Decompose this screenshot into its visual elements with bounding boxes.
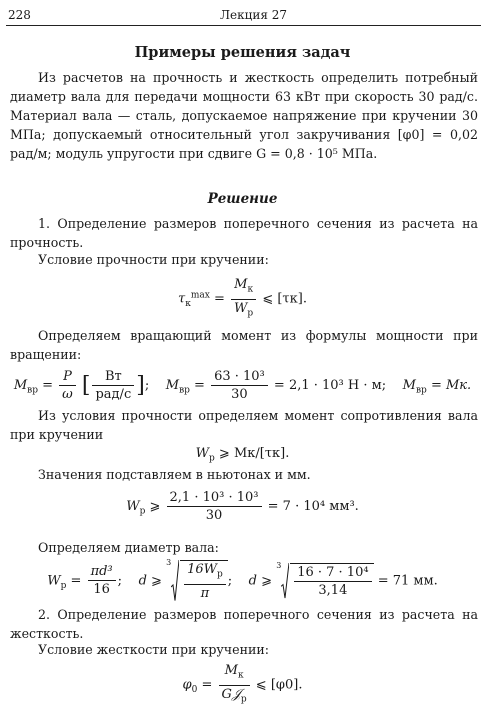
wp-symbol: W bbox=[126, 499, 140, 514]
m-vr-symbol: M bbox=[13, 378, 28, 393]
root2-denominator: 3,14 bbox=[318, 582, 348, 598]
page-number: 228 bbox=[8, 8, 31, 22]
semicolon: ; bbox=[227, 573, 233, 589]
phi-symbol: φ bbox=[182, 677, 192, 693]
diameter-intro-text: Определяем диаметр вала: bbox=[38, 540, 219, 555]
equals-sign: = bbox=[42, 378, 53, 393]
jp-subscript: p bbox=[240, 694, 247, 705]
wp-condition-rhs: Mк/[τк]. bbox=[233, 446, 290, 461]
ge-sign: ⩾ bbox=[261, 573, 273, 589]
sixteen: 16 bbox=[93, 582, 110, 598]
vr-subscript: вр bbox=[415, 385, 427, 396]
strength-formula bbox=[0, 276, 485, 322]
wp-subscript: p bbox=[209, 453, 215, 464]
phi-subscript: 0 bbox=[191, 685, 198, 696]
semicolon: ; bbox=[144, 378, 150, 393]
wp-subscript: p bbox=[139, 506, 146, 517]
problem-statement: Из расчетов на прочность и жесткость определить потребный диаметр вала для передачи мощности 63 кВт при скорость 30 рад/с. Материал вала — сталь, допускаемое напряжение при кручении 30 МПа; допускаемый относительный угол закручивания [φ0] = 0,02 рад/м; модуль упругости при сдвиге G = 0,8 · 10⁵ МПа. bbox=[10, 70, 478, 161]
tau-superscript: max bbox=[190, 290, 210, 301]
root-index: 3 bbox=[166, 558, 172, 567]
torque-intro-text: Определяем вращающий момент из формулы мощности при вращении: bbox=[10, 328, 478, 362]
section-title: Примеры решения задач bbox=[134, 44, 351, 61]
root1-numerator-sub: p bbox=[216, 569, 223, 580]
ge-sign: ⩾ bbox=[218, 446, 230, 461]
mk-symbol: M bbox=[234, 277, 248, 292]
step1-paragraph: 1. Определение размеров поперечного сечения из расчета на прочность. bbox=[10, 216, 478, 250]
mk-over-wp-fraction bbox=[231, 276, 256, 322]
m-vr-equals-mk: = Mк. bbox=[430, 378, 472, 393]
rigidity-condition-text: Условие жесткости при кручении: bbox=[38, 642, 270, 657]
root2-fraction bbox=[294, 564, 371, 599]
radical-sign bbox=[171, 560, 179, 602]
equals-sign: = bbox=[201, 677, 213, 693]
wp-numerator: 2,1 · 10³ · 10³ bbox=[167, 489, 262, 507]
section-modulus-condition bbox=[0, 446, 485, 464]
le-sign: ⩽ bbox=[262, 291, 274, 307]
torque-value-fraction bbox=[211, 368, 268, 403]
pi-d3: πd³ bbox=[88, 563, 116, 581]
running-header bbox=[8, 8, 477, 26]
rigidity-formula bbox=[0, 662, 485, 708]
torque-formula: $M_{вр}$ = $\frac{P}{\omega}$ [ $\frac{Вт}{\text{рад/с}}$ ]; $M_{вр}$ = $\frac{\text{63 · 10³}}{30}$ = 2,1 · 10³ Н · м; $M_{вр}$ = Mк. bbox=[13, 369, 472, 402]
equals-sign: = bbox=[70, 573, 82, 589]
d-symbol: d bbox=[138, 573, 147, 589]
tau-symbol: τ bbox=[178, 291, 186, 307]
tau-allowable: [τк]. bbox=[277, 291, 307, 307]
equals-sign: = bbox=[194, 378, 205, 393]
le-sign: ⩽ bbox=[255, 677, 267, 693]
root1-fraction bbox=[184, 561, 226, 602]
torque-numerator: 63 · 10³ bbox=[211, 368, 268, 386]
tau-subscript: к bbox=[185, 299, 191, 310]
unit-numerator: Вт bbox=[92, 368, 134, 386]
semicolon: ; bbox=[117, 573, 123, 589]
m-vr-symbol: M bbox=[402, 378, 416, 393]
ge-sign: ⩾ bbox=[151, 573, 162, 589]
wp-symbol: W bbox=[234, 300, 248, 316]
wp-subscript: p bbox=[247, 308, 254, 319]
mk-subscript: к bbox=[237, 670, 244, 681]
section-modulus-value bbox=[0, 489, 485, 524]
strength-condition-text: Условие прочности при кручении: bbox=[38, 252, 269, 267]
modulus-intro-text: Из условия прочности определяем момент сопротивления вала при кручении bbox=[10, 408, 478, 442]
diameter-result: = 71 мм. bbox=[377, 573, 438, 589]
phi-allowable: [φ0]. bbox=[270, 677, 303, 693]
p-over-omega-fraction bbox=[59, 368, 76, 403]
mk-symbol: M bbox=[224, 663, 238, 678]
torque-denominator: 30 bbox=[231, 387, 248, 402]
pi-d3-fraction bbox=[88, 563, 116, 598]
cube-root-symbolic bbox=[166, 560, 228, 602]
p-symbol: P bbox=[59, 368, 76, 386]
g-jp-symbol: G𝒥 bbox=[221, 686, 241, 702]
wp-denominator: 30 bbox=[205, 508, 223, 523]
d-symbol: d bbox=[248, 573, 257, 589]
unit-denominator: рад/с bbox=[95, 387, 132, 402]
units-note-text: Значения подставляем в ньютонах и мм. bbox=[38, 467, 311, 482]
torque-result: = 2,1 · 10³ Н · м; bbox=[273, 378, 387, 393]
ge-sign: ⩾ bbox=[149, 499, 161, 514]
root2-numerator: 16 · 7 · 10⁴ bbox=[294, 564, 371, 582]
omega-symbol: ω bbox=[62, 387, 73, 402]
lecture-label: Лекция 27 bbox=[220, 8, 287, 22]
wp-subscript: p bbox=[60, 580, 67, 591]
header-rule bbox=[6, 25, 481, 26]
unit-fraction bbox=[92, 368, 134, 403]
root1-numerator: 16W bbox=[187, 562, 217, 577]
wp-symbol: W bbox=[195, 446, 209, 461]
diameter-formula bbox=[0, 560, 485, 602]
wp-result: = 7 · 10⁴ мм³. bbox=[267, 499, 359, 514]
wp-symbol: W bbox=[47, 573, 61, 589]
equals-sign: = bbox=[213, 291, 225, 307]
mk-subscript: к bbox=[247, 284, 254, 295]
radical-sign bbox=[281, 563, 289, 599]
rigidity-fraction bbox=[219, 662, 250, 708]
solution-heading: Решение bbox=[207, 191, 278, 207]
vr-subscript: вр bbox=[179, 385, 190, 396]
m-vr-symbol: M bbox=[165, 378, 180, 393]
root-index: 3 bbox=[276, 560, 282, 570]
root1-denominator: π bbox=[200, 585, 210, 601]
cube-root-numeric bbox=[276, 560, 373, 599]
wp-value-fraction bbox=[167, 489, 262, 524]
step2-paragraph: 2. Определение размеров поперечного сечения из расчета на жесткость. bbox=[10, 607, 478, 641]
vr-subscript: вр bbox=[27, 385, 38, 396]
